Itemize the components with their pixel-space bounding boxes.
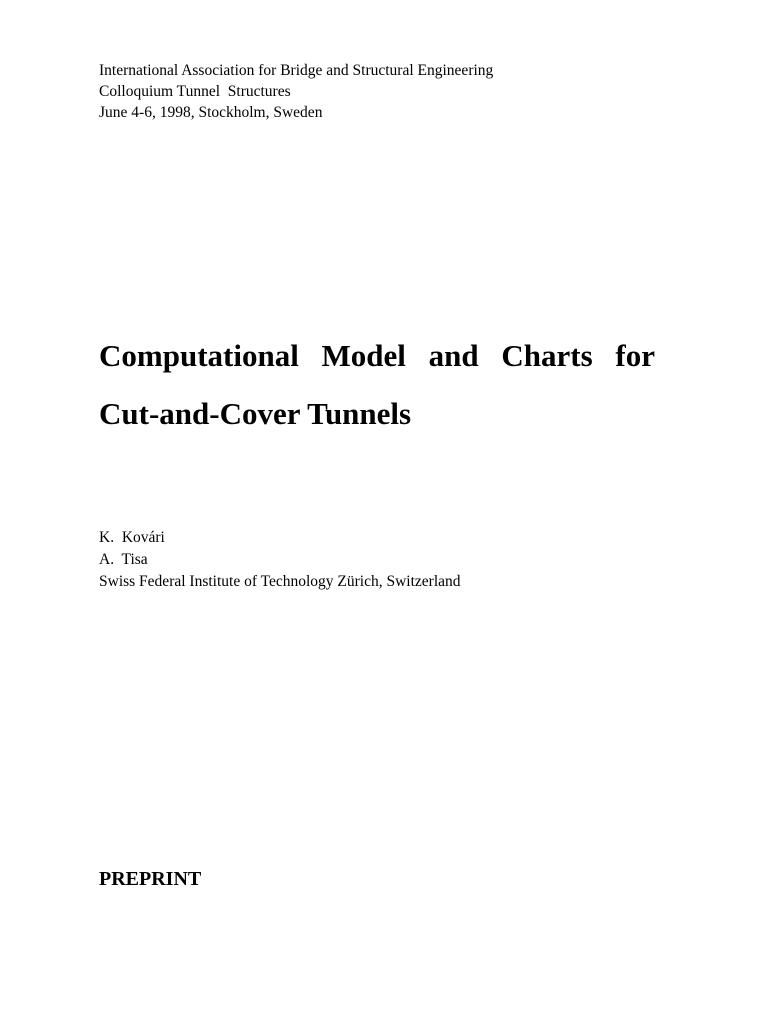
- title-word: Model: [321, 338, 406, 373]
- title-word: Charts: [501, 338, 593, 373]
- title-word: Computational: [99, 338, 299, 373]
- paper-title: [99, 327, 659, 443]
- conference-date-location: June 4-6, 1998, Stockholm, Sweden: [99, 104, 323, 121]
- author-affiliation: Swiss Federal Institute of Technology Zürich, Switzerland: [99, 573, 461, 590]
- conference-event: Colloquium Tunnel Structures: [99, 83, 291, 100]
- title-word: and: [428, 338, 479, 373]
- paper-title-line-2: Cut-and-Cover Tunnels: [99, 396, 412, 431]
- preprint-label: PREPRINT: [99, 868, 202, 890]
- conference-info: [99, 60, 699, 123]
- title-word: for: [615, 338, 655, 373]
- author-block: [99, 527, 699, 593]
- author-name: A. Tisa: [99, 551, 148, 568]
- conference-organization: International Association for Bridge and Structural Engineering: [99, 62, 494, 79]
- author-name: K. Kovári: [99, 529, 165, 546]
- paper-title-line-1: [99, 327, 655, 385]
